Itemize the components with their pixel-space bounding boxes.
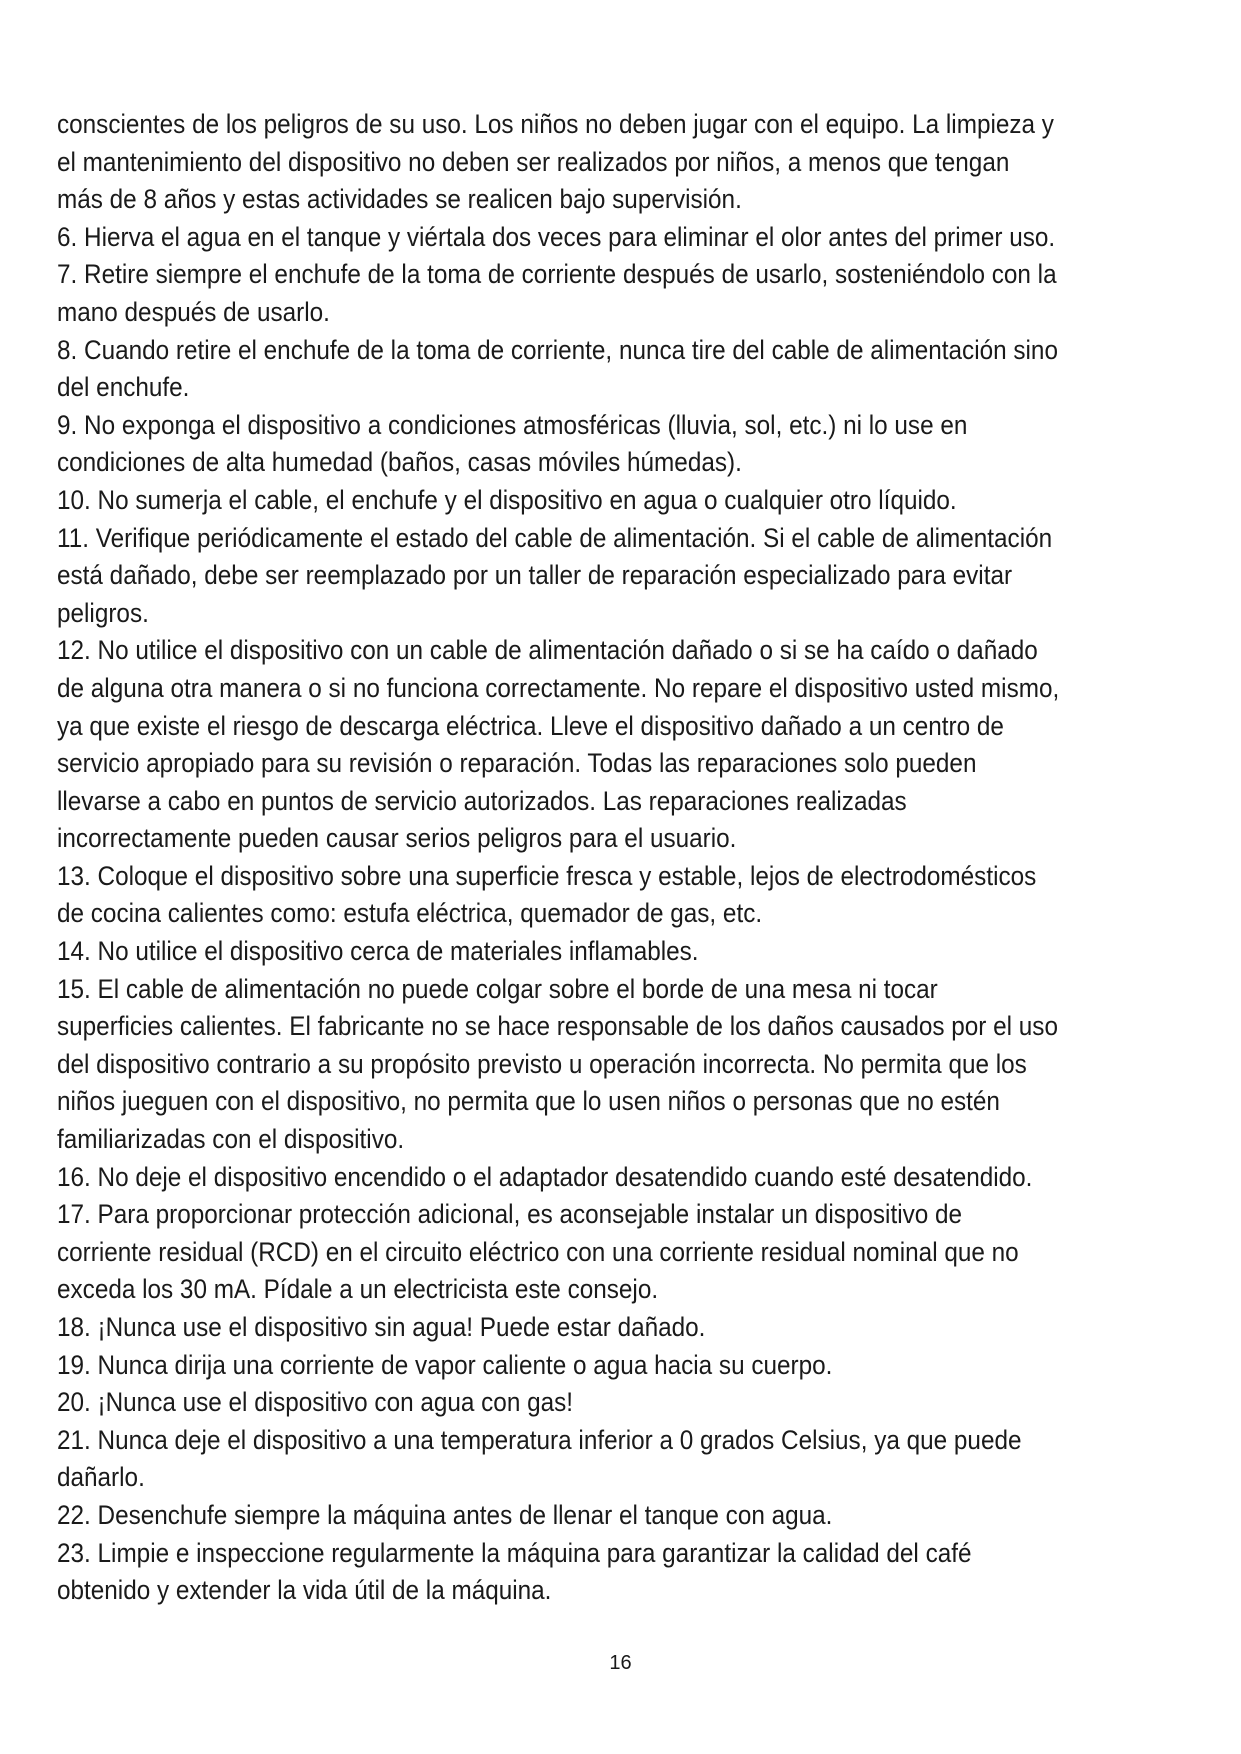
text-line: está dañado, debe ser reemplazado por un taller de reparación especializado para evitar — [57, 560, 1013, 591]
text-line: del enchufe. — [57, 372, 190, 403]
text-line: corriente residual (RCD) en el circuito eléctrico con una corriente residual nominal que no — [57, 1236, 1019, 1267]
text-line: 7. Retire siempre el enchufe de la toma de corriente después de usarlo, sosteniéndolo con la — [57, 259, 1057, 290]
text-line: superficies calientes. El fabricante no se hace responsable de los daños causados por el uso — [57, 1011, 1058, 1042]
text-line: 17. Para proporcionar protección adicional, es aconsejable instalar un dispositivo de — [57, 1199, 963, 1230]
text-line: peligros. — [57, 597, 149, 628]
text-line: de alguna otra manera o si no funciona correctamente. No repare el dispositivo usted mismo, — [57, 672, 1060, 703]
text-line: exceda los 30 mA. Pídale a un electricista este consejo. — [57, 1274, 659, 1305]
text-line: familiarizadas con el dispositivo. — [57, 1124, 405, 1155]
text-line: 15. El cable de alimentación no puede colgar sobre el borde de una mesa ni tocar — [57, 973, 938, 1004]
text-line: obtenido y extender la vida útil de la máquina. — [57, 1575, 552, 1606]
text-line: mano después de usarlo. — [57, 296, 330, 327]
text-line: el mantenimiento del dispositivo no deben ser realizados por niños, a menos que tengan — [57, 146, 1010, 177]
text-line: 12. No utilice el dispositivo con un cable de alimentación dañado o si se ha caído o dañado — [57, 635, 1038, 666]
text-line: del dispositivo contrario a su propósito previsto u operación incorrecta. No permita que los — [57, 1048, 1027, 1079]
text-line: 21. Nunca deje el dispositivo a una temperatura inferior a 0 grados Celsius, ya que puede — [57, 1424, 1022, 1455]
text-line: 14. No utilice el dispositivo cerca de materiales inflamables. — [57, 936, 699, 967]
text-line: dañarlo. — [57, 1462, 145, 1493]
text-line: 6. Hierva el agua en el tanque y viértala dos veces para eliminar el olor antes del primer uso. — [57, 221, 1056, 252]
text-line: ya que existe el riesgo de descarga eléctrica. Lleve el dispositivo dañado a un centro de — [57, 710, 1004, 741]
text-line: 8. Cuando retire el enchufe de la toma de corriente, nunca tire del cable de alimentación sino — [57, 334, 1058, 365]
text-line: de cocina calientes como: estufa eléctrica, quemador de gas, etc. — [57, 898, 763, 929]
text-line: incorrectamente pueden causar serios peligros para el usuario. — [57, 823, 737, 854]
text-line: 23. Limpie e inspeccione regularmente la máquina para garantizar la calidad del café — [57, 1537, 972, 1568]
text-line: más de 8 años y estas actividades se realicen bajo supervisión. — [57, 184, 742, 215]
page-number: 16 — [609, 1652, 632, 1674]
text-line: llevarse a cabo en puntos de servicio autorizados. Las reparaciones realizadas — [57, 785, 907, 816]
text-line: 22. Desenchufe siempre la máquina antes de llenar el tanque con agua. — [57, 1499, 833, 1530]
text-line: 16. No deje el dispositivo encendido o el adaptador desatendido cuando esté desatendido. — [57, 1161, 1033, 1192]
text-line: conscientes de los peligros de su uso. Los niños no deben jugar con el equipo. La limpieza y — [57, 109, 1054, 139]
text-line: 18. ¡Nunca use el dispositivo sin agua! Puede estar dañado. — [57, 1312, 706, 1342]
text-line: 10. No sumerja el cable, el enchufe y el dispositivo en agua o cualquier otro líquido. — [57, 484, 957, 515]
text-line: 11. Verifique periódicamente el estado del cable de alimentación. Si el cable de alimentación — [57, 522, 1053, 553]
text-line: 20. ¡Nunca use el dispositivo con agua con gas! — [57, 1387, 574, 1418]
text-line: 9. No exponga el dispositivo a condiciones atmosféricas (lluvia, sol, etc.) ni lo use en — [57, 409, 968, 440]
text-line: niños jueguen con el dispositivo, no permita que lo usen niños o personas que no estén — [57, 1086, 1000, 1117]
text-line: condiciones de alta humedad (baños, casas móviles húmedas). — [57, 447, 742, 478]
safety-instructions-text — [57, 106, 1092, 1610]
text-line: 19. Nunca dirija una corriente de vapor caliente o agua hacia su cuerpo. — [57, 1349, 833, 1380]
text-line: 13. Coloque el dispositivo sobre una superficie fresca y estable, lejos de electrodomésticos — [57, 860, 1037, 891]
text-line: servicio apropiado para su revisión o reparación. Todas las reparaciones solo pueden — [57, 748, 977, 779]
